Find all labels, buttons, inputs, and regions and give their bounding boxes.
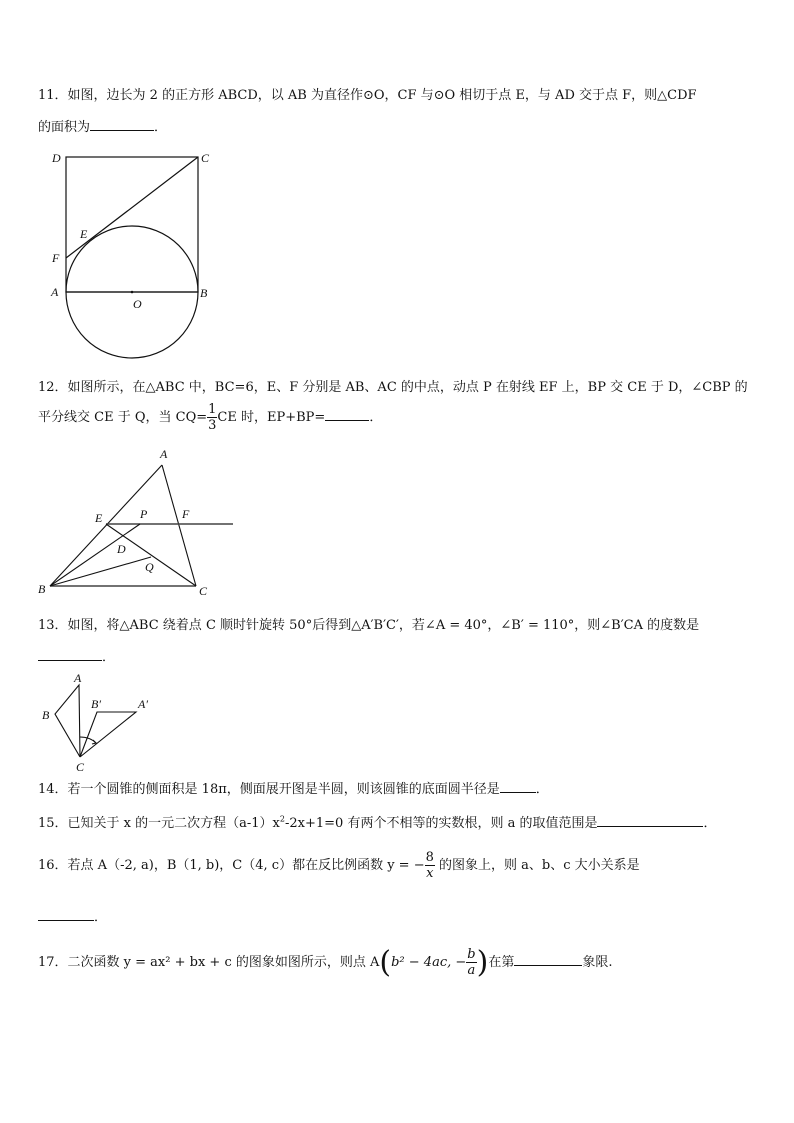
fraction-one-third: $\frac{1}{3}$ <box>208 402 217 433</box>
label-O: O <box>133 297 142 311</box>
answer-blank-12[interactable] <box>325 408 369 421</box>
label-A: A <box>51 285 59 299</box>
question-16-line2: ． <box>38 906 107 925</box>
label-C: C <box>199 584 208 598</box>
question-11-line1: 11．如图，边长为 2 的正方形 ABCD，以 AB 为直径作⊙O，CF 与⊙O 相切于点 E，与 AD 交于点 F，则△CDF <box>38 88 697 103</box>
label-E: E <box>80 227 88 241</box>
question-13-line1: 13．如图，将△ABC 绕着点 C 顺时针旋转 50°后得到△A′B′C′，若∠A = 40°，∠B′ = 110°，则∠B′CA 的度数是 <box>38 618 700 633</box>
label-F: F <box>182 507 190 521</box>
answer-blank-16[interactable] <box>38 908 94 921</box>
answer-blank-17[interactable] <box>514 953 582 966</box>
question-14: 14．若一个圆锥的侧面积是 18π，侧面展开图是半圆，则该圆锥的底面圆半径是 ． <box>38 782 549 797</box>
answer-blank-13[interactable] <box>38 648 102 661</box>
fraction-b-over-a: $\frac{b}{a}$ <box>467 947 476 978</box>
question-16-line1: 16．若点 A（-2, a)，B（1, b)，C（4, c）都在反比例函数 y = − $\frac{8}{x}$ 的图象上，则 a、b、c 大小关系是 <box>38 850 640 881</box>
label-B: B <box>38 582 46 596</box>
label-B-prime: B′ <box>91 697 101 711</box>
fraction-8-over-x: $\frac{8}{x}$ <box>425 850 434 881</box>
question-15: 15．已知关于 x 的一元二次方程$(a-1)x^2-2x+1=0$ 有两个不相等的实数根，则 a 的取值范围是 ． <box>38 814 717 831</box>
label-D: D <box>117 542 126 556</box>
question-12-line2: 平分线交 CE 于 Q，当 CQ= $\frac{1}{3}$ CE 时，EP+BP= ． <box>38 402 383 433</box>
question-12-line1: 12．如图所示，在△ABC 中，BC=6，E、F 分别是 AB、AC 的中点，动点 P 在射线 EF 上，BP 交 CE 于 D，∠CBP 的 <box>38 380 748 395</box>
label-C: C <box>201 151 210 165</box>
label-B: B <box>42 708 50 722</box>
left-paren: ( <box>379 945 392 980</box>
label-F: F <box>52 251 60 265</box>
question-11-line2: 的面积为 ． <box>38 120 168 135</box>
label-E: E <box>95 511 103 525</box>
label-B: B <box>200 286 208 300</box>
answer-blank-14[interactable] <box>500 780 536 793</box>
label-A: A <box>160 447 168 461</box>
label-A: A <box>74 671 82 685</box>
figure-13 <box>55 685 136 757</box>
right-paren: ) <box>476 945 489 980</box>
label-Q: Q <box>145 560 154 574</box>
label-D: D <box>52 151 61 165</box>
figure-12 <box>50 465 233 586</box>
question-17: 17．二次函数 y = ax² + bx + c 的图象如图所示，则点 A(b² − 4ac, − $\frac{b}{a}$ )在第 象限. <box>38 945 613 980</box>
label-A-prime: A′ <box>138 697 148 711</box>
label-C: C <box>76 760 85 774</box>
question-13-line2: ． <box>38 646 115 665</box>
label-P: P <box>140 507 148 521</box>
answer-blank-15[interactable] <box>597 814 703 827</box>
